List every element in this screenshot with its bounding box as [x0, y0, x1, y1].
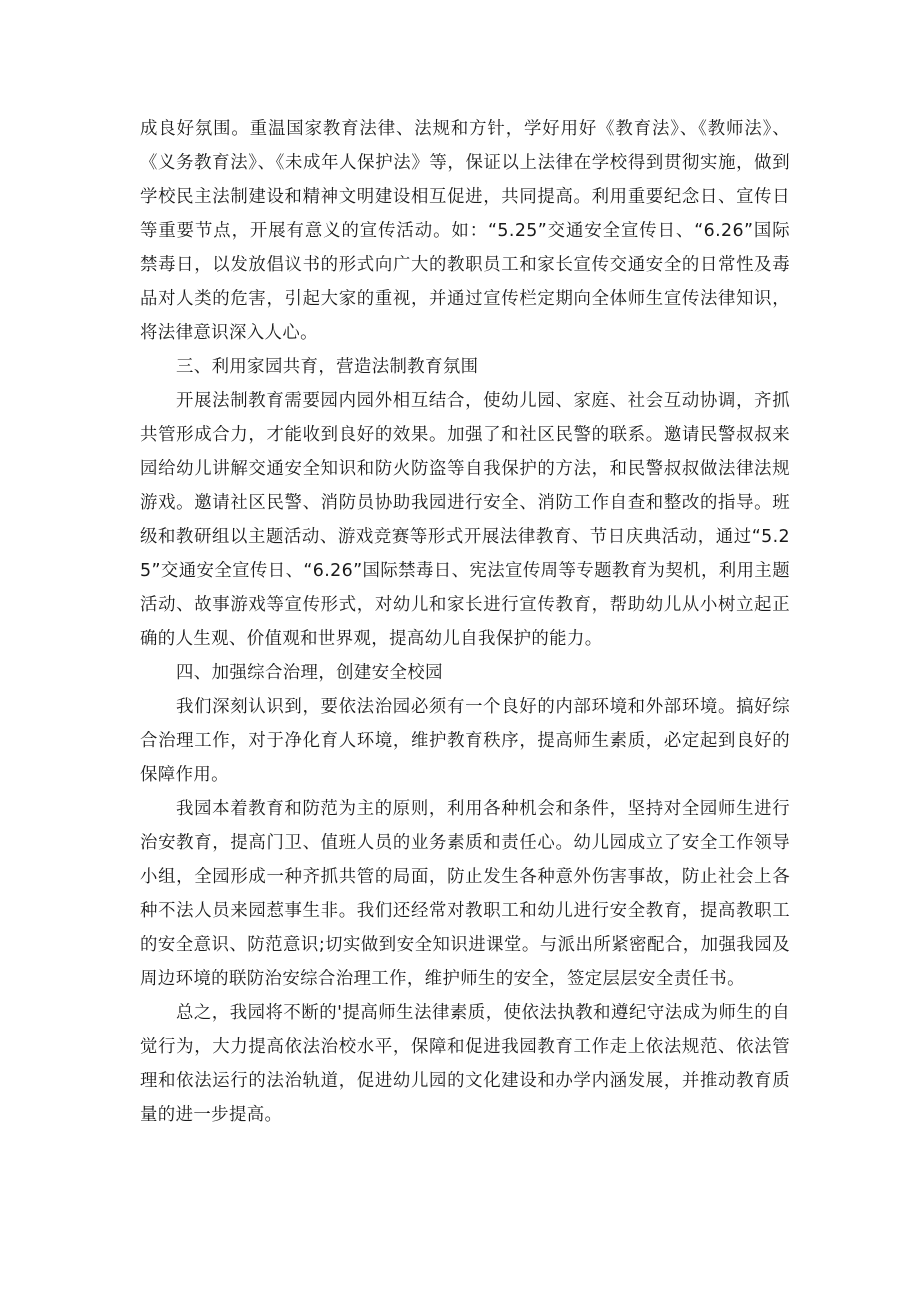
section-heading-3: 三、利用家园共育，营造法制教育氛围	[176, 357, 479, 377]
paragraph-comprehensive-governance: 我们深刻认识到，要依法治园必须有一个良好的内部环境和外部环境。搞好综合治理工作，对于净化育人环境，维护教育秩序，提高师生素质，必定起到良好的保障作用。	[140, 697, 790, 785]
paragraph-continuation: 成良好氛围。重温国家教育法律、法规和方针，学好用好《教育法》、《教师法》、《义务教育法》、《未成年人保护法》等，保证以上法律在学校得到贯彻实施，做到学校民主法制建设和精神文明建设相互促进，共同提高。利用重要纪念日、宣传日等重要节点，开展有意义的宣传活动。如：“5.25”交通安全宣传日、“6.26”国际禁毒日，以发放倡议书的形式向广大的教职员工和家长宣传交通安全的日常性及毒品对人类的危害，引起大家的重视，并通过宣传栏定期向全体师生宣传法律知识，将法律意识深入人心。	[140, 119, 790, 343]
paragraph-conclusion: 总之，我园将不断的'提高师生法律素质，使依法执教和遵纪守法成为师生的自觉行为，大力提高依法治校水平，保障和促进我园教育工作走上依法规范、依法管理和依法运行的法治轨道，促进幼儿园的文化建设和办学内涵发展，并推动教育质量的进一步提高。	[140, 1003, 790, 1125]
paragraph-safety-measures: 我园本着教育和防范为主的原则，利用各种机会和条件，坚持对全园师生进行治安教育，提高门卫、值班人员的业务素质和责任心。幼儿园成立了安全工作领导小组，全园形成一种齐抓共管的局面，防止发生各种意外伤害事故，防止社会上各种不法人员来园惹事生非。我们还经常对教职工和幼儿进行安全教育，提高教职工的安全意识、防范意识;切实做到安全知识进课堂。与派出所紧密配合，加强我园及周边环境的联防治安综合治理工作，维护师生的安全，签定层层安全责任书。	[140, 799, 790, 989]
document-page	[140, 112, 790, 1132]
paragraph-home-school-cooperation: 开展法制教育需要园内园外相互结合，使幼儿园、家庭、社会互动协调，齐抓共管形成合力，才能收到良好的效果。加强了和社区民警的联系。邀请民警叔叔来园给幼儿讲解交通安全知识和防火防盗等自我保护的方法，和民警叔叔做法律法规游戏。邀请社区民警、消防员协助我园进行安全、消防工作自查和整改的指导。班级和教研组以主题活动、游戏竞赛等形式开展法律教育、节日庆典活动，通过“5.25”交通安全宣传日、“6.26”国际禁毒日、宪法宣传周等专题教育为契机，利用主题活动、故事游戏等宣传形式，对幼儿和家长进行宣传教育，帮助幼儿从小树立起正确的人生观、价值观和世界观，提高幼儿自我保护的能力。	[140, 391, 790, 649]
section-heading-4: 四、加强综合治理，创建安全校园	[176, 663, 443, 683]
